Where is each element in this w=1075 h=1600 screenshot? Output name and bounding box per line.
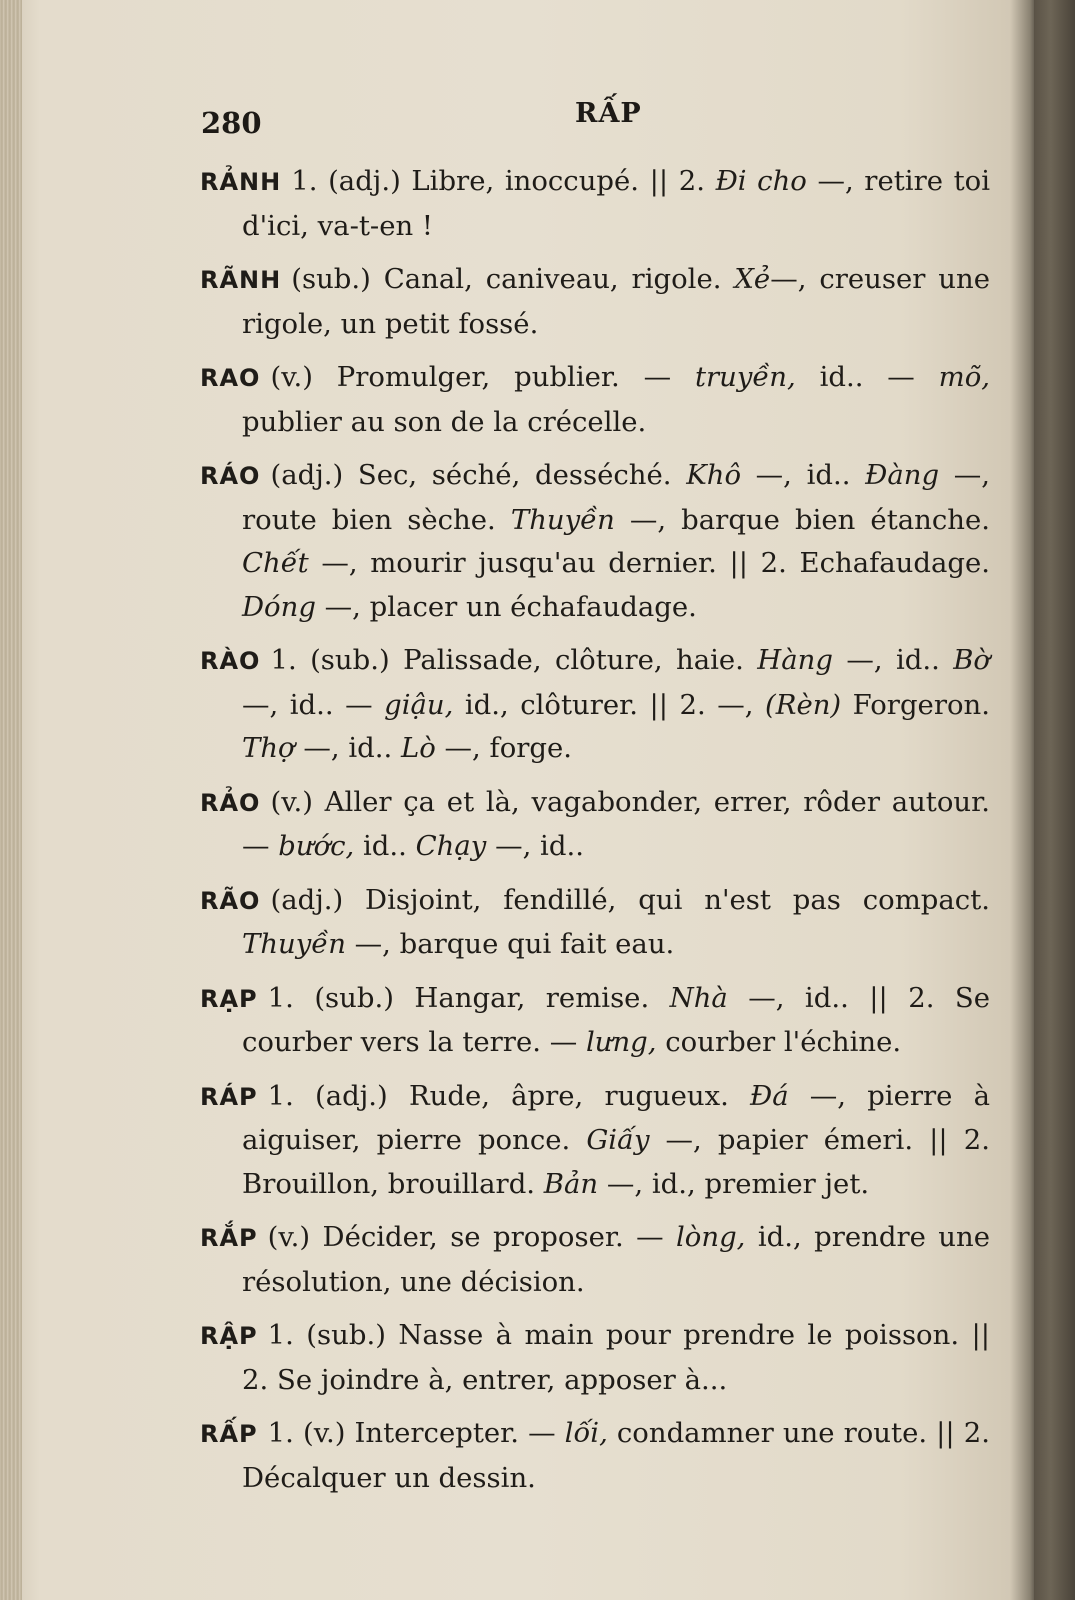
entry-definition-text: 1. (adj.) Libre, inoccupé. || 2. bbox=[291, 165, 716, 197]
entry-definition-text: (adj.) Sec, séché, desséché. bbox=[270, 459, 687, 491]
entry-definition-text: —, id.. bbox=[832, 644, 954, 676]
entry-vietnamese-term: Chết bbox=[242, 547, 309, 579]
entry-vietnamese-term: Giấy bbox=[586, 1124, 650, 1156]
entry-vietnamese-term: giậu, bbox=[384, 688, 454, 721]
entry-definition-text: id.. bbox=[354, 830, 416, 862]
entry-headword: RÁP bbox=[200, 1082, 258, 1111]
entry-definition-text: —, id., premier jet. bbox=[598, 1167, 870, 1200]
entry-definition-text: courber l'échine. bbox=[656, 1026, 902, 1058]
entry-headword: RÃNH bbox=[200, 266, 282, 294]
entry-definition-text: —, creuser une rigole, un petit fossé. bbox=[242, 263, 990, 340]
dictionary-entry bbox=[200, 879, 990, 967]
entry-definition-text: —, pierre à aiguiser, pierre ponce. bbox=[242, 1079, 990, 1156]
entry-definition-text: —, barque qui fait eau. bbox=[345, 928, 675, 960]
entry-definition-text: 1. (sub.) Nasse à main pour prendre le poisson. || 2. Se joindre à, entrer, apposer à... bbox=[242, 1319, 990, 1396]
dictionary-entry bbox=[200, 1075, 990, 1207]
entry-vietnamese-term: Chạy bbox=[415, 830, 487, 862]
entry-vietnamese-term: mõ, bbox=[938, 361, 991, 393]
dictionary-entry bbox=[200, 1412, 990, 1500]
dictionary-entry bbox=[200, 781, 990, 869]
entry-definition-text: —, id.. bbox=[294, 732, 401, 764]
page-header bbox=[195, 96, 995, 146]
dictionary-entry bbox=[200, 454, 990, 629]
entry-vietnamese-term: (Rèn) bbox=[765, 688, 842, 721]
entry-definition-text: —, id.. bbox=[486, 830, 584, 862]
entry-definition-text: (adj.) Disjoint, fendillé, qui n'est pas compact. bbox=[270, 883, 990, 916]
entry-definition-text: —, forge. bbox=[435, 732, 573, 764]
entry-vietnamese-term: Khô bbox=[686, 459, 741, 491]
entry-definition-text: —, placer un échafaudage. bbox=[315, 590, 697, 623]
dictionary-entry bbox=[200, 356, 990, 444]
entry-vietnamese-term: lòng, bbox=[676, 1221, 746, 1253]
right-page-edge bbox=[1034, 0, 1075, 1600]
entry-definition-text: 1. (adj.) Rude, âpre, rugueux. bbox=[267, 1079, 751, 1112]
left-page-edge bbox=[0, 0, 22, 1600]
entry-definition-text: —, route bien sèche. bbox=[242, 459, 990, 536]
entry-definition-text: Forgeron. bbox=[841, 688, 990, 721]
entry-headword: RÀO bbox=[200, 647, 261, 675]
running-head: RẤP bbox=[575, 98, 642, 129]
entry-vietnamese-term: Đi cho bbox=[715, 165, 807, 197]
entry-definition-text: —, mourir jusqu'au dernier. || 2. Echafaudage. bbox=[308, 547, 990, 579]
entry-headword: RẠP bbox=[200, 984, 258, 1013]
entry-vietnamese-term: Đá bbox=[750, 1079, 789, 1112]
entry-definition-text: publier au son de la crécelle. bbox=[242, 405, 647, 438]
entry-vietnamese-term: Thuyền bbox=[242, 928, 346, 960]
entry-headword: RẢNH bbox=[200, 168, 282, 196]
dictionary-entry bbox=[200, 160, 990, 248]
entry-definition-text: (v.) Décider, se proposer. — bbox=[267, 1221, 677, 1253]
entry-definition-text: (sub.) Canal, caniveau, rigole. bbox=[291, 263, 735, 295]
entry-vietnamese-term: Bờ bbox=[953, 644, 990, 676]
entry-headword: RẮP bbox=[200, 1224, 258, 1252]
entry-definition-text: condamner une route. || 2. Décalquer un dessin. bbox=[242, 1417, 990, 1494]
entry-vietnamese-term: Dóng bbox=[242, 590, 316, 623]
entry-vietnamese-term: Đàng bbox=[865, 459, 940, 491]
entry-vietnamese-term: Nhà bbox=[669, 981, 728, 1014]
entry-vietnamese-term: truyền, bbox=[694, 361, 796, 393]
entry-definition-text: 1. (sub.) Hangar, remise. bbox=[267, 981, 670, 1014]
entry-definition-text: id., clôturer. || 2. —, bbox=[453, 688, 766, 721]
entry-vietnamese-term: Bản bbox=[543, 1167, 599, 1200]
dictionary-entry bbox=[200, 258, 990, 346]
entry-definition-text: 1. (sub.) Palissade, clôture, haie. bbox=[270, 644, 758, 676]
entry-definition-text: —, barque bien étanche. bbox=[614, 503, 990, 536]
entry-headword: RẤP bbox=[200, 1420, 258, 1448]
entry-vietnamese-term: Thuyền bbox=[510, 503, 615, 536]
entry-headword: RÃO bbox=[200, 886, 261, 915]
entry-definition-text: —, id.. bbox=[741, 459, 866, 491]
entry-vietnamese-term: Lò bbox=[400, 732, 436, 764]
dictionary-entry bbox=[200, 1314, 990, 1402]
entry-definition-text: —, id.. — bbox=[242, 688, 385, 721]
dictionary-entry bbox=[200, 1216, 990, 1304]
entry-definition-text: —, papier émeri. || 2. Brouillon, brouillard. bbox=[242, 1124, 991, 1200]
entry-definition-text: 1. (v.) Intercepter. — bbox=[267, 1417, 565, 1449]
entry-definition-text: id.. — bbox=[795, 361, 939, 393]
dictionary-entries bbox=[200, 160, 990, 1510]
entry-headword: RAO bbox=[200, 364, 261, 392]
entry-definition-text: (v.) Promulger, publier. — bbox=[270, 361, 695, 393]
dictionary-entry bbox=[200, 639, 990, 771]
entry-vietnamese-term: Xẻ bbox=[734, 263, 771, 295]
dictionary-entry bbox=[200, 977, 990, 1065]
entry-headword: RÁO bbox=[200, 462, 261, 490]
entry-vietnamese-term: bước, bbox=[278, 830, 355, 862]
entry-vietnamese-term: lưng, bbox=[585, 1026, 657, 1058]
entry-vietnamese-term: lối, bbox=[564, 1417, 608, 1449]
entry-definition-text: —, id.. || 2. Se courber vers la terre. — bbox=[242, 981, 990, 1058]
entry-headword: RẢO bbox=[200, 788, 261, 817]
entry-definition-text: (v.) Aller ça et là, vagabonder, errer, rôder autour. — bbox=[242, 785, 990, 862]
entry-definition-text: —, retire toi d'ici, va-t-en ! bbox=[242, 165, 990, 242]
entry-vietnamese-term: Thợ bbox=[242, 732, 295, 764]
entry-definition-text: id., prendre une résolution, une décision. bbox=[242, 1221, 990, 1298]
page-number: 280 bbox=[201, 106, 262, 140]
entry-headword: RẬP bbox=[200, 1322, 258, 1350]
entry-vietnamese-term: Hàng bbox=[757, 644, 833, 676]
